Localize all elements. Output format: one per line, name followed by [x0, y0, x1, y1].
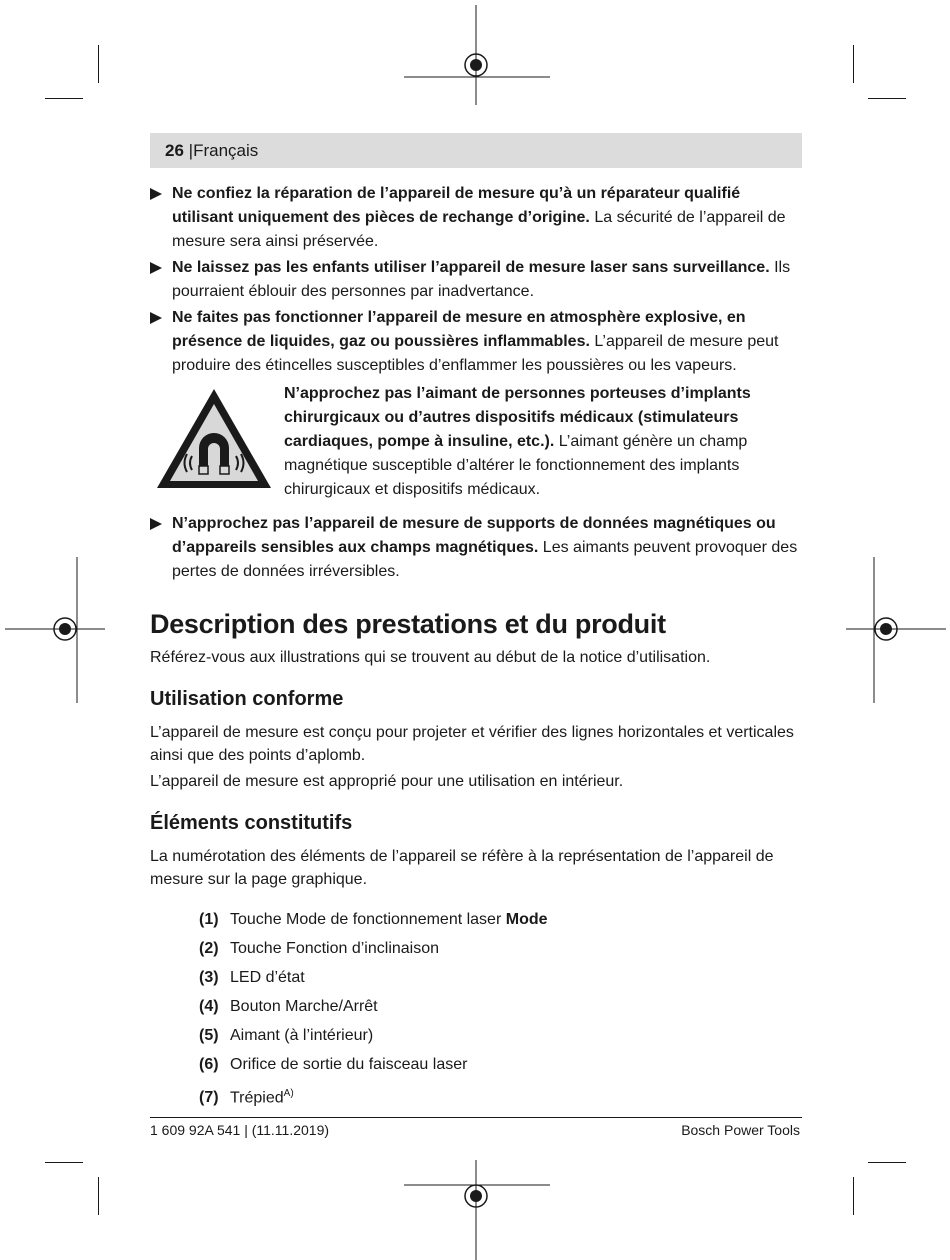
- bullet-text: La sécurité de l’appareil de mesure sera ainsi préservée.: [172, 209, 786, 250]
- item-number: (1): [199, 911, 219, 928]
- item-number: (5): [199, 1027, 219, 1044]
- paragraph: L’appareil de mesure est approprié pour une utilisation en intérieur.: [150, 773, 624, 790]
- bullet-text: Les aimants peuvent provoquer des pertes de données irréversibles.: [172, 539, 798, 580]
- crop-mark: [45, 98, 83, 99]
- registration-mark-top: [404, 5, 550, 105]
- bullet-text: L’appareil de mesure peut produire des étincelles susceptibles d’enflammer les poussières ou les vapeurs.: [172, 333, 779, 374]
- bullet-bold: Ne confiez la réparation de l’appareil de mesure qu’à un réparateur qualifié utilisant uniquement des pièces de rechange d’origine.: [172, 185, 741, 226]
- item-label: Bouton Marche/Arrêt: [230, 998, 378, 1015]
- page-number: 26: [165, 141, 184, 160]
- list-item: [199, 1050, 802, 1079]
- safety-bullet: [150, 306, 802, 378]
- header-separator: |: [188, 141, 194, 160]
- crop-mark: [853, 45, 854, 83]
- header-language: Français: [193, 141, 259, 160]
- item-label: Touche Fonction d’inclinaison: [230, 940, 440, 957]
- paragraph: L’appareil de mesure est conçu pour projeter et vérifier des lignes horizontales et verticales ainsi que des points d’aplomb.: [150, 724, 794, 764]
- page-header: [150, 133, 802, 168]
- crop-mark: [98, 45, 99, 83]
- section-intro: Référez-vous aux illustrations qui se trouvent au début de la notice d’utilisation.: [150, 649, 711, 666]
- subsection-title: Utilisation conforme: [150, 688, 344, 710]
- paragraph: La numérotation des éléments de l’appareil se réfère à la représentation de l’appareil de mesure sur la page graphique.: [150, 848, 774, 888]
- footer-brand: Bosch Power Tools: [681, 1122, 800, 1138]
- magnet-warning-icon: [154, 386, 274, 492]
- list-item: [199, 1079, 802, 1108]
- bullet-text: Ils pourraient éblouir des personnes par inadvertance.: [172, 259, 791, 300]
- crop-mark: [45, 1162, 83, 1163]
- safety-bullet: [150, 182, 802, 254]
- bullet-bold: N’approchez pas l’appareil de mesure de supports de données magnétiques ou d’appareils sensibles aux champs magnétiques.: [172, 515, 776, 556]
- warning-bold: N’approchez pas l’aimant de personnes porteuses d’implants chirurgicaux ou d’autres dispositifs médicaux (stimulateurs cardiaques, pompe à insuline, etc.).: [284, 385, 751, 450]
- item-number: (4): [199, 998, 219, 1015]
- list-item: [199, 1021, 802, 1050]
- list-item: [199, 992, 802, 1021]
- item-number: (7): [199, 1089, 219, 1107]
- bullet-arrow-icon: [150, 262, 162, 274]
- list-item: [199, 934, 802, 963]
- registration-mark-right: [846, 557, 946, 703]
- crop-mark: [868, 1162, 906, 1163]
- item-number: (2): [199, 940, 219, 957]
- item-footnote-ref: A): [283, 1088, 294, 1099]
- components-list: [199, 905, 802, 1108]
- item-label-bold: Mode: [505, 911, 548, 928]
- magnet-warning: [150, 382, 802, 512]
- item-label: Touche Mode de fonctionnement laser: [230, 911, 506, 928]
- page-content: [150, 182, 802, 1108]
- crop-mark: [868, 98, 906, 99]
- bullet-arrow-icon: [150, 518, 162, 530]
- item-number: (3): [199, 969, 219, 986]
- bullet-bold: Ne faites pas fonctionner l’appareil de mesure en atmosphère explosive, en présence de liquides, gaz ou poussières inflammables.: [172, 309, 746, 350]
- bullet-bold: Ne laissez pas les enfants utiliser l’appareil de mesure laser sans surveillance.: [172, 259, 770, 276]
- safety-bullet: [150, 256, 802, 304]
- bullet-arrow-icon: [150, 188, 162, 200]
- registration-mark-bottom: [404, 1160, 550, 1260]
- footer-doc-id: 1 609 92A 541 | (11.11.2019): [150, 1122, 330, 1138]
- item-label: Aimant (à l’intérieur): [230, 1027, 374, 1044]
- safety-bullet: [150, 512, 802, 584]
- list-item: [199, 963, 802, 992]
- crop-mark: [853, 1177, 854, 1215]
- bullet-arrow-icon: [150, 312, 162, 324]
- item-number: (6): [199, 1056, 219, 1073]
- item-label: Orifice de sortie du faisceau laser: [230, 1056, 468, 1073]
- registration-mark-left: [5, 557, 105, 703]
- item-label: Trépied: [230, 1089, 284, 1107]
- page-footer: [150, 1117, 802, 1138]
- warning-text: L’aimant génère un champ magnétique susceptible d’altérer le fonctionnement des implants chirurgicaux et dispositifs médicaux.: [284, 433, 748, 498]
- item-label: LED d’état: [230, 969, 305, 986]
- list-item: [199, 905, 802, 934]
- crop-mark: [98, 1177, 99, 1215]
- section-title: Description des prestations et du produit: [150, 609, 666, 639]
- subsection-title: Éléments constitutifs: [150, 812, 353, 834]
